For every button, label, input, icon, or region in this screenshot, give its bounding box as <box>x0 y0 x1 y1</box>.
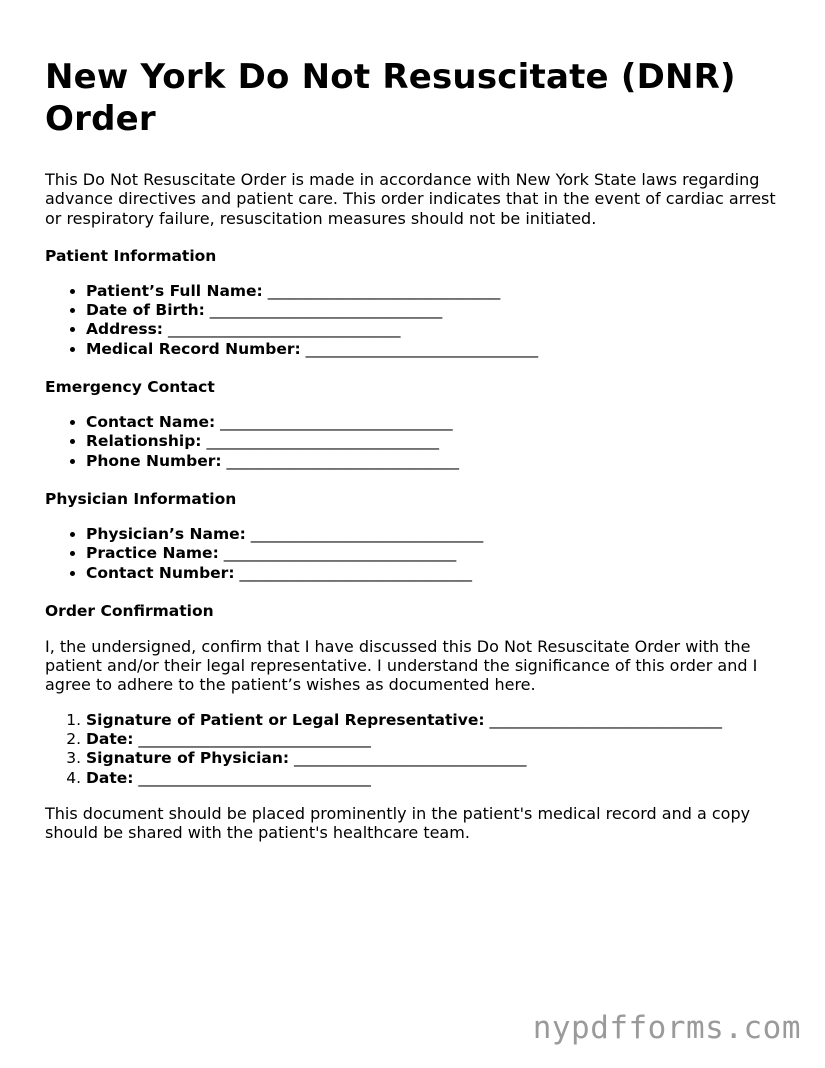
section-heading-patient: Patient Information <box>45 246 217 265</box>
field-patient-signature[interactable] <box>86 711 785 730</box>
field-medical-record-number[interactable] <box>86 340 785 359</box>
watermark: nypdfforms.com <box>532 1010 801 1046</box>
patient-field-list <box>45 282 785 359</box>
section-heading-emergency: Emergency Contact <box>45 378 215 397</box>
field-patient-full-name[interactable] <box>86 282 785 301</box>
fill-in-line[interactable]: ______________________________ <box>250 524 484 543</box>
emergency-field-list <box>45 413 785 471</box>
signature-list <box>45 711 785 788</box>
fill-in-line[interactable]: ______________________________ <box>138 768 371 787</box>
field-label: Relationship: <box>86 432 202 451</box>
field-label: Address: <box>86 320 163 339</box>
field-label: Date: <box>86 768 134 787</box>
intro-paragraph: This Do Not Resuscitate Order is made in accordance with New York State laws regarding advance directives and patient care. This order indicates that in the event of cardiac arrest or respiratory failure, resuscitation measures should not be initiated. <box>45 170 776 228</box>
field-physician-signature-date[interactable] <box>86 769 785 788</box>
field-label: Contact Name: <box>86 413 216 432</box>
page-title: New York Do Not Resuscitate (DNR) Order <box>45 57 736 139</box>
field-label: Patient’s Full Name: <box>86 281 263 300</box>
fill-in-line[interactable]: ______________________________ <box>206 432 439 451</box>
field-label: Physician’s Name: <box>86 524 246 543</box>
fill-in-line[interactable]: ______________________________ <box>167 320 401 339</box>
field-address[interactable] <box>86 320 785 339</box>
field-phone-number[interactable] <box>86 452 785 471</box>
fill-in-line[interactable]: ______________________________ <box>489 710 722 729</box>
field-physician-signature[interactable] <box>86 749 785 768</box>
field-label: Signature of Physician: <box>86 749 290 768</box>
fill-in-line[interactable]: ______________________________ <box>226 451 460 470</box>
fill-in-line[interactable]: ______________________________ <box>209 301 443 320</box>
fill-in-line[interactable]: ______________________________ <box>267 281 501 300</box>
field-practice-name[interactable] <box>86 544 785 563</box>
fill-in-line[interactable]: ______________________________ <box>220 413 453 432</box>
field-label: Date: <box>86 730 134 749</box>
field-date-of-birth[interactable] <box>86 301 785 320</box>
fill-in-line[interactable]: ______________________________ <box>239 563 472 582</box>
physician-field-list <box>45 525 785 583</box>
fill-in-line[interactable]: ______________________________ <box>138 730 371 749</box>
field-physician-name[interactable] <box>86 525 785 544</box>
field-relationship[interactable] <box>86 432 785 451</box>
section-heading-confirmation: Order Confirmation <box>45 601 214 620</box>
field-patient-signature-date[interactable] <box>86 730 785 749</box>
document-page <box>45 56 785 843</box>
footer-note: This document should be placed prominently in the patient's medical record and a copy should be shared with the patient's healthcare team. <box>45 803 751 843</box>
confirmation-paragraph: I, the undersigned, confirm that I have discussed this Do Not Resuscitate Order with the patient and/or their legal representative. I understand the significance of this order and I agree to adhere to the patient’s wishes as documented here. <box>45 636 758 695</box>
fill-in-line[interactable]: ______________________________ <box>305 339 539 358</box>
field-label: Phone Number: <box>86 451 222 470</box>
field-contact-name[interactable] <box>86 413 785 432</box>
field-label: Medical Record Number: <box>86 339 301 358</box>
field-label: Date of Birth: <box>86 301 205 320</box>
fill-in-line[interactable]: ______________________________ <box>223 544 457 563</box>
field-label: Contact Number: <box>86 563 235 582</box>
field-label: Signature of Patient or Legal Representative: <box>86 710 485 729</box>
fill-in-line[interactable]: ______________________________ <box>294 749 527 768</box>
section-heading-physician: Physician Information <box>45 489 237 508</box>
field-contact-number[interactable] <box>86 564 785 583</box>
field-label: Practice Name: <box>86 544 219 563</box>
